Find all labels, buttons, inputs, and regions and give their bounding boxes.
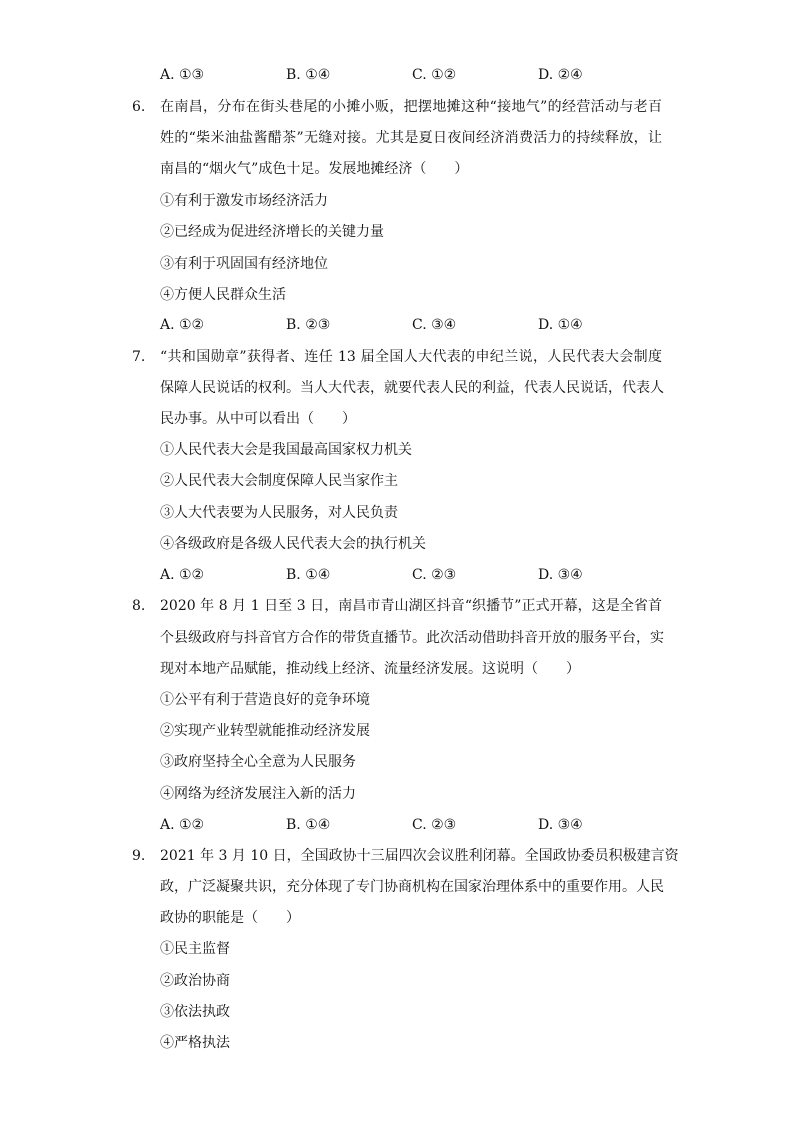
- q6-stem-line: 姓的“柴米油盐酱醋茶”无缝对接。尤其是夏日夜间经济消费活力的持续释放，让: [160, 130, 662, 146]
- q7-option-a[interactable]: A. ①②: [160, 567, 205, 583]
- q8-option-b[interactable]: B. ①④: [286, 817, 331, 833]
- q8-statement: ①公平有利于营造良好的竞争环境: [160, 692, 370, 708]
- q9-statement: ①民主监督: [160, 941, 230, 957]
- q6-statement: ④方便人民群众生活: [160, 287, 286, 303]
- q7-stem-line: “共和国勋章”获得者、连任 13 届全国人大代表的申纪兰说，人民代表大会制度: [160, 349, 662, 365]
- q5-option-b[interactable]: B. ①④: [286, 67, 331, 83]
- q6-statement: ①有利于激发市场经济活力: [160, 193, 328, 209]
- q5-options: [160, 63, 660, 87]
- q5-option-a[interactable]: A. ①③: [160, 67, 205, 83]
- q8-statement: ③政府坚持全心全意为人民服务: [160, 754, 356, 770]
- q9-statement: ②政治协商: [160, 973, 230, 989]
- q7-options: [160, 563, 660, 587]
- q8-statement: ④网络为经济发展注入新的活力: [160, 786, 356, 802]
- q9-stem-line: 政协的职能是（ ）: [160, 910, 300, 926]
- q7-statement: ④各级政府是各级人民代表大会的执行机关: [160, 536, 426, 552]
- q6-statement: ②已经成为促进经济增长的关键力量: [160, 224, 384, 240]
- q9-statement: ③依法执政: [160, 1004, 230, 1020]
- q7-option-b[interactable]: B. ①④: [286, 567, 331, 583]
- q6-stem-line: 在南昌，分布在街头巷尾的小摊小贩，把摆地摊这种“接地气”的经营活动与老百: [160, 99, 662, 115]
- q6-option-b[interactable]: B. ②③: [286, 317, 331, 333]
- q6-option-d[interactable]: D. ①④: [538, 317, 583, 333]
- q9-stem-line: 政，广泛凝聚共识，充分体现了专门协商机构在国家治理体系中的重要作用。人民: [160, 879, 664, 895]
- q8-option-d[interactable]: D. ③④: [538, 817, 583, 833]
- q8-number: 8.: [132, 598, 146, 614]
- q5-option-d[interactable]: D. ②④: [538, 67, 583, 83]
- q8-stem-line: 现对本地产品赋能，推动线上经济、流量经济发展。这说明（ ）: [160, 661, 580, 677]
- q7-stem-line: 民办事。从中可以看出（ ）: [160, 411, 356, 427]
- q6-option-c[interactable]: C. ③④: [412, 317, 457, 333]
- q7-statement: ①人民代表大会是我国最高国家权力机关: [160, 442, 412, 458]
- q8-option-c[interactable]: C. ②③: [412, 817, 457, 833]
- q9-statement: ④严格执法: [160, 1035, 230, 1051]
- q7-option-d[interactable]: D. ③④: [538, 567, 583, 583]
- q9-stem-line: 2021 年 3 月 10 日，全国政协十三届四次会议胜利闭幕。全国政协委员积极建言资: [160, 848, 679, 864]
- q9-number: 9.: [132, 848, 146, 864]
- q5-option-c[interactable]: C. ①②: [412, 67, 457, 83]
- q8-stem-line: 2020 年 8 月 1 日至 3 日，南昌市青山湖区抖音“织播节”正式开幕，这是全省首: [160, 598, 662, 614]
- q7-statement: ③人大代表要为人民服务，对人民负责: [160, 505, 398, 521]
- q6-options: [160, 313, 660, 337]
- q6-stem-line: 南昌的“烟火气”成色十足。发展地摊经济（ ）: [160, 161, 469, 177]
- q7-number: 7.: [132, 349, 146, 365]
- q8-stem-line: 个县级政府与抖音官方合作的带货直播节。此次活动借助抖音开放的服务平台，实: [160, 630, 664, 646]
- q6-number: 6.: [132, 99, 146, 115]
- q6-option-a[interactable]: A. ①②: [160, 317, 205, 333]
- q7-option-c[interactable]: C. ②③: [412, 567, 457, 583]
- q6-statement: ③有利于巩固国有经济地位: [160, 256, 328, 272]
- q8-option-a[interactable]: A. ①②: [160, 817, 205, 833]
- q7-statement: ②人民代表大会制度保障人民当家作主: [160, 473, 398, 489]
- q8-statement: ②实现产业转型就能推动经济发展: [160, 723, 370, 739]
- q7-stem-line: 保障人民说话的权利。当人大代表，就要代表人民的利益，代表人民说话，代表人: [160, 380, 664, 396]
- q8-options: [160, 813, 660, 837]
